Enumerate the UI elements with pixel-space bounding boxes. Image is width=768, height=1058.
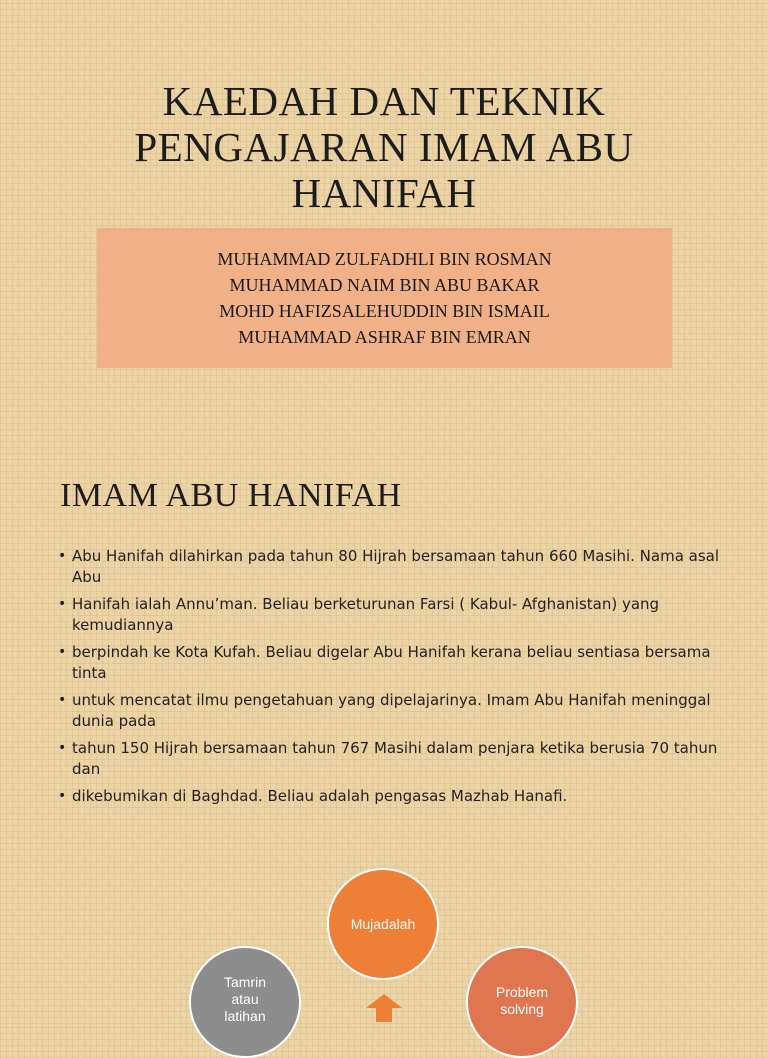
bullet-text: Abu Hanifah dilahirkan pada tahun 80 Hijrah bersamaan tahun 660 Masihi. Nama asal Abu	[72, 547, 720, 586]
diagram-node-mujadalah	[327, 868, 439, 980]
author-name: MOHD HAFIZSALEHUDDIN BIN ISMAIL	[219, 301, 550, 321]
section-title: IMAM ABU HANIFAH	[60, 477, 402, 514]
title-line-1: KAEDAH DAN TEKNIK	[162, 78, 606, 124]
author-name: MUHAMMAD ZULFADHLI BIN ROSMAN	[217, 249, 552, 269]
bullet-text: dikebumikan di Baghdad. Beliau adalah pengasas Mazhab Hanafi.	[72, 787, 568, 805]
node-label: Problem solving	[495, 984, 549, 1017]
bullet-item	[58, 594, 728, 636]
title-line-3: HANIFAH	[291, 170, 477, 216]
bullet-item	[58, 642, 728, 684]
bullet-item	[58, 738, 728, 780]
biography-slide	[0, 440, 768, 1024]
bullet-icon: •	[58, 596, 67, 612]
bullet-text: Hanifah ialah Annu’man. Beliau berketurunan Farsi ( Kabul- Afghanistan) yang kemudiannya	[72, 595, 660, 634]
bullet-text: berpindah ke Kota Kufah. Beliau digelar Abu Hanifah kerana beliau sentiasa bersama tinta	[72, 643, 711, 682]
slide-title	[60, 78, 708, 216]
bullet-icon: •	[58, 644, 67, 660]
bullet-icon: •	[58, 692, 67, 708]
bullet-text: tahun 150 Hijrah bersamaan tahun 767 Masihi dalam penjara ketika berusia 70 tahun dan	[72, 739, 718, 778]
bullet-icon: •	[58, 548, 67, 564]
node-label: Tamrin atau latihan	[223, 974, 266, 1024]
node-label: Mujadalah	[350, 915, 416, 932]
bullet-icon: •	[58, 788, 67, 804]
diagram-node-tamrin	[189, 946, 301, 1058]
title-slide	[0, 0, 768, 440]
bullet-text: untuk mencatat ilmu pengetahuan yang dipelajarinya. Imam Abu Hanifah meninggal dunia pada	[72, 691, 711, 730]
author-name: MUHAMMAD NAIM BIN ABU BAKAR	[229, 275, 540, 295]
bullet-list	[58, 546, 728, 813]
authors-box	[97, 228, 672, 368]
diagram-node-problem-solving	[466, 946, 578, 1058]
bullet-icon: •	[58, 740, 67, 756]
title-line-2: PENGAJARAN IMAM ABU	[134, 124, 634, 170]
author-name: MUHAMMAD ASHRAF BIN EMRAN	[238, 327, 531, 347]
bullet-item	[58, 786, 728, 807]
bullet-item	[58, 690, 728, 732]
up-arrow-icon	[364, 992, 404, 1024]
bullet-item	[58, 546, 728, 588]
